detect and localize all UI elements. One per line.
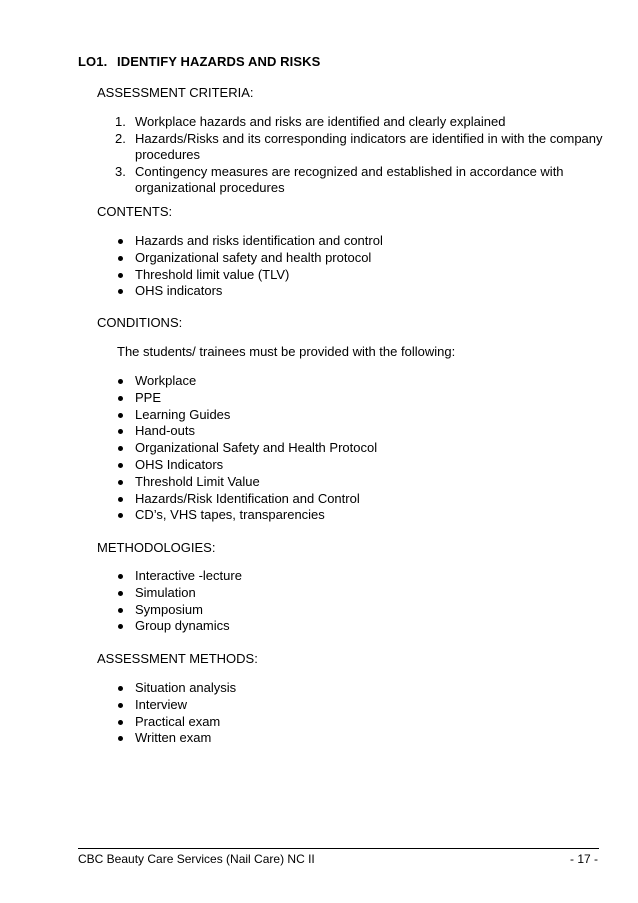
list-text: Practical exam bbox=[135, 713, 221, 729]
bullet-icon bbox=[118, 720, 123, 725]
footer-title: CBC Beauty Care Services (Nail Care) NC II bbox=[78, 852, 315, 866]
bullet-icon bbox=[118, 446, 123, 451]
list-item bbox=[118, 730, 236, 747]
list-item bbox=[118, 457, 377, 474]
bullet-icon bbox=[118, 624, 123, 629]
list-text: Workplace bbox=[135, 373, 197, 388]
bullet-icon bbox=[118, 513, 123, 518]
list-number: 3. bbox=[115, 163, 126, 179]
list-item bbox=[118, 233, 383, 250]
list-item bbox=[118, 697, 236, 714]
bullet-icon bbox=[118, 736, 123, 741]
list-item bbox=[118, 407, 377, 424]
list-text: Hazards and risks identification and control bbox=[135, 233, 383, 248]
assessment-methods-label: ASSESSMENT METHODS: bbox=[97, 651, 258, 666]
list-text: OHS indicators bbox=[135, 283, 223, 299]
list-item bbox=[115, 164, 605, 197]
list-text: Group dynamics bbox=[135, 618, 230, 634]
list-text: PPE bbox=[135, 389, 162, 405]
bullet-icon bbox=[118, 703, 123, 708]
heading-title: IDENTIFY HAZARDS AND RISKS bbox=[117, 54, 321, 69]
bullet-icon bbox=[118, 429, 123, 434]
list-item bbox=[118, 373, 377, 390]
list-item bbox=[115, 114, 605, 131]
bullet-icon bbox=[118, 396, 123, 401]
list-text: Simulation bbox=[135, 584, 196, 600]
bullet-icon bbox=[118, 413, 123, 418]
list-text: Interview bbox=[135, 696, 188, 712]
list-text: Hazards/Risks and its corresponding indicators are identified in with the company procedures bbox=[135, 130, 603, 163]
list-text: Workplace hazards and risks are identified and clearly explained bbox=[135, 114, 506, 129]
assessment-criteria-list bbox=[115, 114, 605, 197]
list-text: Threshold Limit Value bbox=[135, 473, 260, 489]
list-item bbox=[118, 390, 377, 407]
page-number: - 17 - bbox=[569, 852, 598, 866]
list-number: 2. bbox=[115, 130, 126, 146]
list-item bbox=[118, 440, 377, 457]
bullet-icon bbox=[118, 379, 123, 384]
list-text: Hand-outs bbox=[135, 423, 195, 439]
list-text: Written exam bbox=[135, 730, 212, 746]
conditions-label: CONDITIONS: bbox=[97, 315, 183, 330]
bullet-icon bbox=[118, 608, 123, 613]
list-item bbox=[118, 602, 242, 619]
list-text: Threshold limit value (TLV) bbox=[135, 266, 290, 282]
page-heading bbox=[78, 54, 320, 69]
bullet-icon bbox=[118, 289, 123, 294]
list-number: 1. bbox=[115, 114, 126, 129]
methodologies-label: METHODOLOGIES: bbox=[97, 540, 216, 555]
bullet-icon bbox=[118, 256, 123, 261]
list-text: Organizational safety and health protocol bbox=[135, 249, 372, 265]
list-item bbox=[118, 585, 242, 602]
bullet-icon bbox=[118, 497, 123, 502]
list-item bbox=[118, 267, 383, 284]
list-item bbox=[118, 423, 377, 440]
bullet-icon bbox=[118, 463, 123, 468]
contents-label: CONTENTS: bbox=[97, 204, 173, 219]
list-text: CD’s, VHS tapes, transparencies bbox=[135, 507, 325, 523]
list-item bbox=[118, 491, 377, 508]
list-item bbox=[118, 714, 236, 731]
list-item bbox=[118, 250, 383, 267]
bullet-icon bbox=[118, 591, 123, 596]
list-item bbox=[118, 507, 377, 524]
list-text: Contingency measures are recognized and established in accordance with organizational procedures bbox=[135, 163, 564, 196]
heading-number: LO1. bbox=[78, 54, 108, 69]
list-text: OHS Indicators bbox=[135, 456, 224, 472]
contents-list bbox=[118, 233, 383, 300]
methodologies-list bbox=[118, 568, 242, 635]
list-item bbox=[118, 568, 242, 585]
list-text: Interactive -lecture bbox=[135, 568, 242, 583]
list-item bbox=[118, 680, 236, 697]
list-text: Symposium bbox=[135, 601, 203, 617]
assessment-criteria-label: ASSESSMENT CRITERIA: bbox=[97, 85, 254, 100]
conditions-intro: The students/ trainees must be provided with the following: bbox=[117, 344, 456, 359]
footer-divider bbox=[78, 848, 599, 849]
bullet-icon bbox=[118, 480, 123, 485]
list-text: Learning Guides bbox=[135, 406, 231, 422]
bullet-icon bbox=[118, 686, 123, 691]
list-item bbox=[118, 283, 383, 300]
list-item bbox=[115, 131, 605, 164]
list-item bbox=[118, 618, 242, 635]
list-text: Situation analysis bbox=[135, 680, 237, 695]
assessment-methods-list bbox=[118, 680, 236, 747]
list-text: Hazards/Risk Identification and Control bbox=[135, 490, 360, 506]
list-item bbox=[118, 474, 377, 491]
conditions-list bbox=[118, 373, 377, 524]
bullet-icon bbox=[118, 273, 123, 278]
bullet-icon bbox=[118, 239, 123, 244]
bullet-icon bbox=[118, 574, 123, 579]
list-text: Organizational Safety and Health Protocol bbox=[135, 440, 378, 456]
